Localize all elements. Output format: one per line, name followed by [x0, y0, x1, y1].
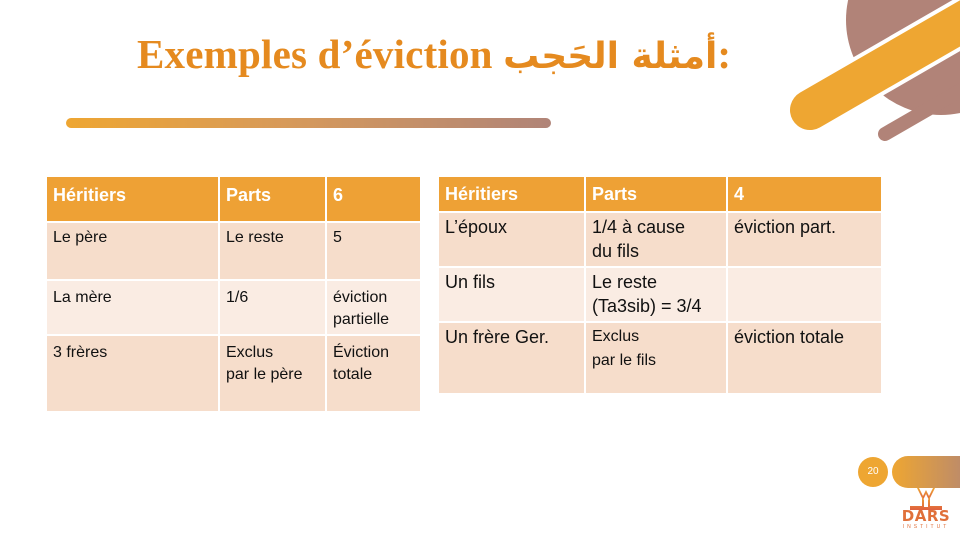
cell-heir: La mère	[46, 280, 219, 335]
table-row	[46, 280, 421, 335]
cell-heir: Le père	[46, 222, 219, 280]
cell-part: Exclus par le fils	[585, 322, 727, 394]
cell-note: 5	[326, 222, 421, 280]
cell-heir: Un frère Ger.	[438, 322, 585, 394]
title-arabic: أمثلة الحَجب	[503, 36, 718, 77]
footer-decorative-pill	[892, 456, 960, 488]
table-row	[438, 322, 882, 394]
inheritance-table-husband	[437, 175, 883, 395]
header-heirs: Héritiers	[438, 176, 585, 212]
cell-note	[727, 267, 882, 322]
page-number-badge: 20	[858, 457, 888, 487]
title-french: Exemples d’éviction	[137, 31, 493, 77]
logo-wordmark: DARS	[901, 507, 951, 525]
header-parts: Parts	[585, 176, 727, 212]
dars-institut-logo	[896, 488, 956, 538]
cell-heir: L’époux	[438, 212, 585, 267]
cell-note: éviction totale	[727, 322, 882, 394]
cell-part: Exclus par le père	[219, 335, 326, 412]
cell-heir: Un fils	[438, 267, 585, 322]
table-row	[46, 222, 421, 280]
table-row	[438, 212, 882, 267]
inheritance-table-father	[45, 175, 422, 413]
cell-note: éviction partielle	[326, 280, 421, 335]
table-header-row	[438, 176, 882, 212]
slide-title	[137, 30, 731, 78]
table-row	[46, 335, 421, 412]
header-base: 4	[727, 176, 882, 212]
cell-heir: 3 frères	[46, 335, 219, 412]
cell-part: Le reste	[219, 222, 326, 280]
header-heirs: Héritiers	[46, 176, 219, 222]
cell-note: Éviction totale	[326, 335, 421, 412]
title-colon: :	[717, 31, 732, 77]
title-underline-bar	[66, 118, 551, 128]
cell-part: Le reste (Ta3sib) = 3/4	[585, 267, 727, 322]
cell-note: éviction part.	[727, 212, 882, 267]
cell-part: 1/6	[219, 280, 326, 335]
logo-subtitle: INSTITUT	[902, 524, 950, 530]
table-row	[438, 267, 882, 322]
cell-part: 1/4 à cause du fils	[585, 212, 727, 267]
table-header-row	[46, 176, 421, 222]
header-base: 6	[326, 176, 421, 222]
header-parts: Parts	[219, 176, 326, 222]
